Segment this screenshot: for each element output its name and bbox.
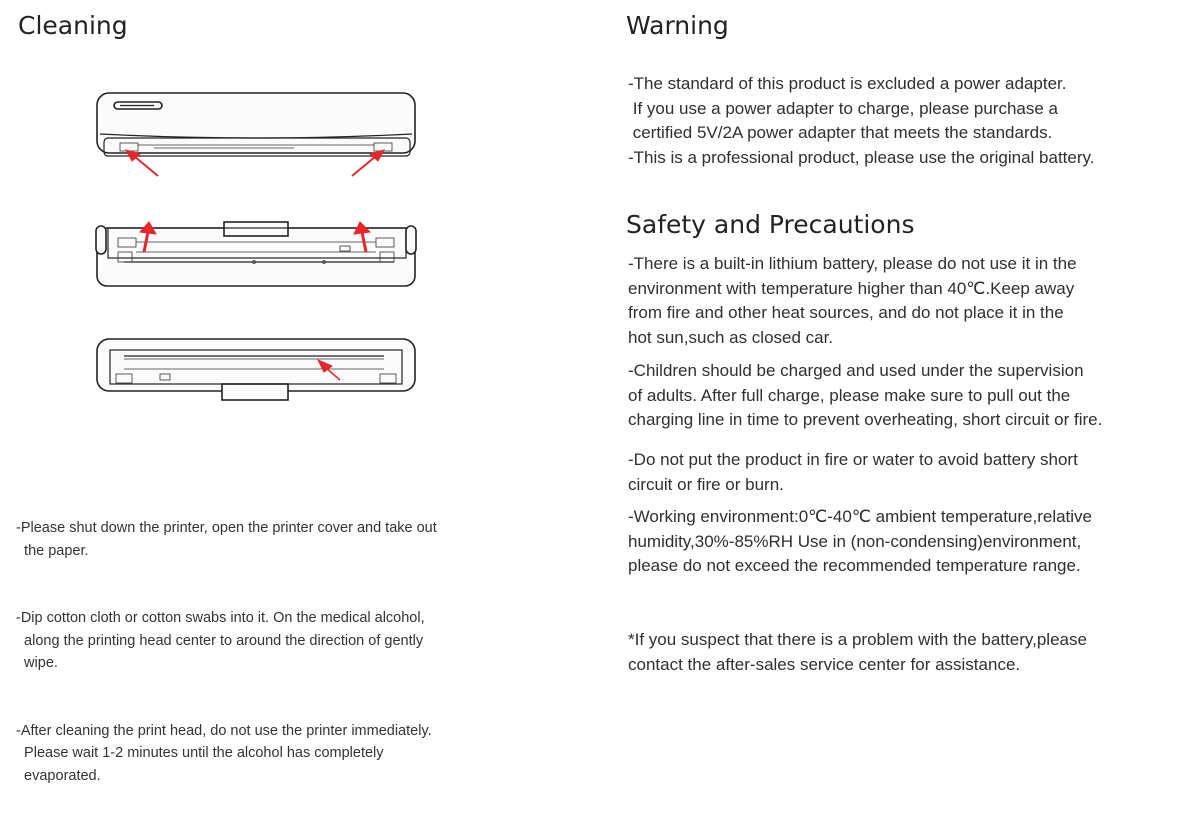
safety-paragraph-1: -There is a built-in lithium battery, please do not use it in the environment with temperature higher than 40℃.Keep away from fire and other heat sources, and do not place it in the hot sun,such as closed car. bbox=[628, 254, 1077, 347]
printer-closed-illustration bbox=[94, 90, 424, 182]
cleaning-step-2: -Dip cotton cloth or cotton swabs into it. On the medical alcohol, along the printing head center to around the direction of gently wipe. bbox=[16, 610, 425, 671]
cleaning-step-1: -Please shut down the printer, open the printer cover and take out the paper. bbox=[16, 520, 437, 559]
warning-title: Warning bbox=[626, 11, 729, 40]
battery-note: *If you suspect that there is a problem with the battery,please contact the after-sales service center for assistance. bbox=[628, 630, 1087, 674]
cleaning-title: Cleaning bbox=[18, 11, 128, 40]
cleaning-steps bbox=[16, 472, 437, 832]
cleaning-section bbox=[0, 0, 560, 784]
printer-opening-illustration bbox=[94, 218, 424, 290]
safety-title: Safety and Precautions bbox=[626, 210, 915, 239]
safety-paragraph-3: -Do not put the product in fire or water to avoid battery short circuit or fire or burn. bbox=[628, 450, 1078, 494]
printer-open-illustration bbox=[94, 336, 424, 406]
safety-paragraph-4: -Working environment:0℃-40℃ ambient temperature,relative humidity,30%-85%RH Use in (non-condensing)environment, please do not exceed the recommended temperature range. bbox=[628, 507, 1093, 575]
warning-safety-section bbox=[626, 0, 1193, 679]
warning-paragraph-2: -This is a professional product, please use the original battery. bbox=[628, 148, 1095, 167]
warning-paragraph-1: -The standard of this product is excluded a power adapter. If you use a power adapter to charge, please purchase a certified 5V/2A power adapter that meets the standards. bbox=[628, 74, 1067, 142]
cleaning-step-3: -After cleaning the print head, do not use the printer immediately. Please wait 1-2 minutes until the alcohol has completely evaporated. bbox=[16, 722, 432, 784]
safety-paragraph-2: -Children should be charged and used under the supervision of adults. After full charge, please make sure to pull out the charging line in time to prevent overheating, short circuit or fire. bbox=[628, 361, 1103, 429]
